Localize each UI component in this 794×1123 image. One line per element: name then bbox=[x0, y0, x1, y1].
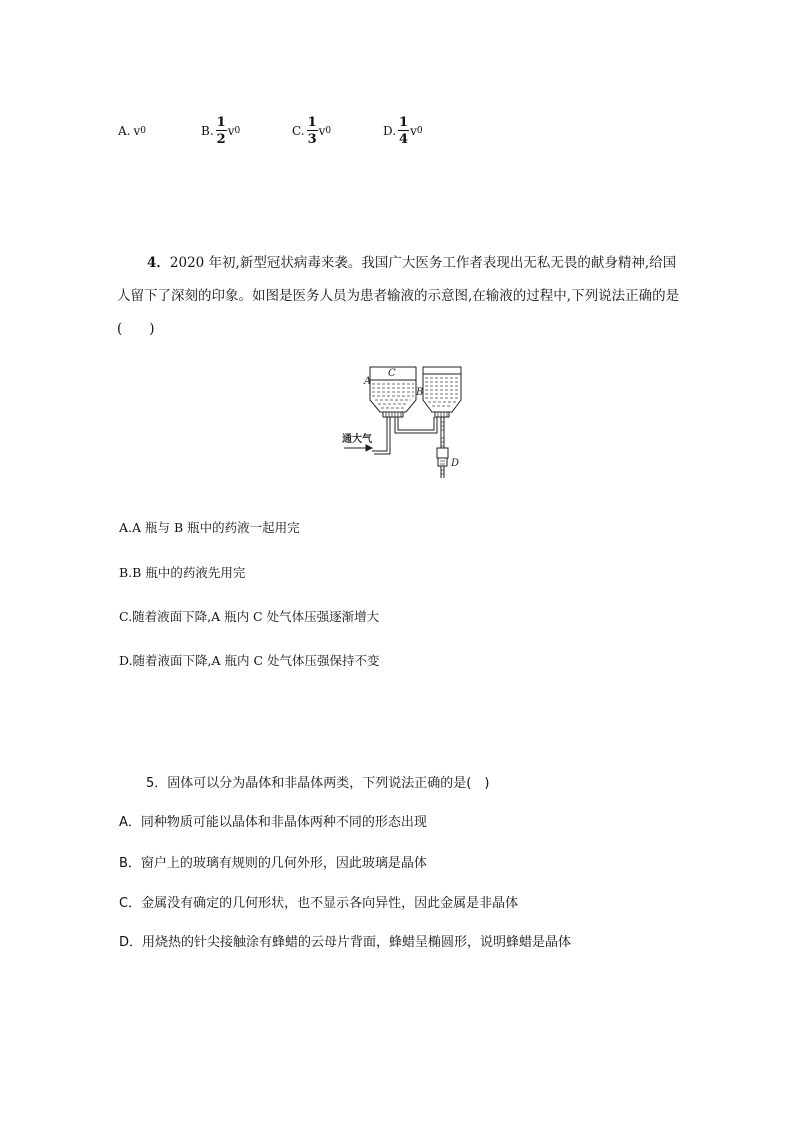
label-a: A bbox=[364, 376, 372, 387]
fraction-numerator: 1 bbox=[216, 115, 226, 130]
question-text: 2020 年初,新型冠状病毒来袭。我国广大医务工作者表现出无私无畏的献身精神,给国人留下了深刻的印象。如图是医务人员为患者输液的示意图,在输液的过程中,下列说法正确的是 ( ) bbox=[117, 255, 693, 337]
fraction-denominator: 4 bbox=[399, 132, 409, 147]
air-label: 通大气 bbox=[342, 434, 372, 445]
option-subscript: 0 bbox=[325, 126, 332, 136]
q5-option-a: A．同种物质可能以晶体和非晶体两种不同的形态出现 bbox=[119, 815, 427, 830]
q5-option-d: D．用烧热的针尖接触涂有蜂蜡的云母片背面，蜂蜡呈椭圆形，说明蜂蜡是晶体 bbox=[119, 935, 572, 950]
q3-option-d bbox=[383, 112, 423, 150]
q4-stem bbox=[117, 247, 693, 346]
label-b: B bbox=[416, 387, 424, 398]
fraction-numerator: 1 bbox=[307, 115, 317, 130]
option-variable: v bbox=[133, 124, 141, 138]
option-label: D. bbox=[383, 124, 397, 138]
q5-stem: 5．固体可以分为晶体和非晶体两类，下列说法正确的是( ) bbox=[146, 776, 490, 791]
option-subscript: 0 bbox=[416, 126, 423, 136]
option-variable: v bbox=[410, 124, 417, 138]
q3-option-c bbox=[292, 112, 331, 150]
q3-option-a bbox=[118, 112, 146, 150]
option-variable: v bbox=[318, 124, 326, 138]
label-c: C bbox=[388, 368, 396, 379]
option-label: B. bbox=[201, 124, 214, 138]
label-d: D bbox=[451, 458, 460, 469]
option-variable: v bbox=[227, 124, 235, 138]
option-label: A. bbox=[118, 124, 131, 138]
q5-option-b: B．窗户上的玻璃有规则的几何外形，因此玻璃是晶体 bbox=[119, 856, 427, 871]
fraction-denominator: 2 bbox=[216, 132, 226, 147]
q4-option-a: A.A 瓶与 B 瓶中的药液一起用完 bbox=[119, 520, 300, 535]
option-subscript: 0 bbox=[140, 126, 146, 136]
q5-option-c: C．金属没有确定的几何形状，也不显示各向异性，因此金属是非晶体 bbox=[119, 896, 519, 911]
q4-option-b: B.B 瓶中的药液先用完 bbox=[119, 565, 246, 580]
question-number: 4． bbox=[147, 255, 170, 271]
fraction-numerator: 1 bbox=[399, 115, 409, 130]
option-label: C. bbox=[292, 124, 305, 138]
fraction bbox=[398, 116, 409, 146]
fraction-denominator: 3 bbox=[307, 132, 317, 147]
fraction bbox=[307, 116, 318, 146]
q4-option-d: D.随着液面下降,A 瓶内 C 处气体压强保持不变 bbox=[119, 653, 380, 668]
infusion-diagram bbox=[338, 362, 468, 486]
q3-option-b bbox=[201, 112, 240, 150]
fraction bbox=[216, 116, 227, 146]
q4-option-c: C.随着液面下降,A 瓶内 C 处气体压强逐渐增大 bbox=[119, 609, 380, 624]
option-subscript: 0 bbox=[234, 126, 241, 136]
